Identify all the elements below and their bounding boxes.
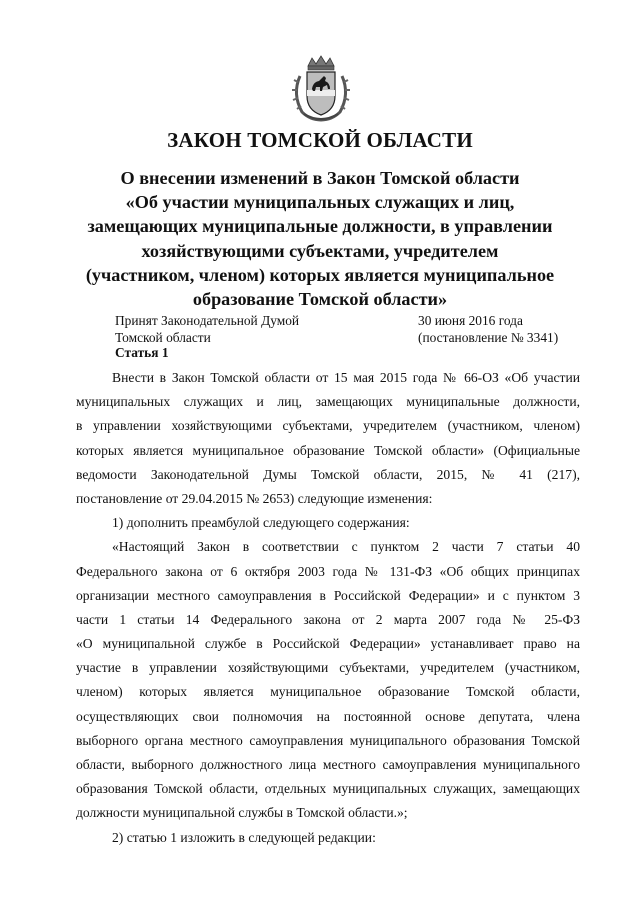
adoption-resolution-line: (постановление № 3341): [418, 330, 559, 345]
body-line: членом) которых является муниципальное образование Томской области,: [76, 684, 580, 700]
subtitle-line: замещающих муниципальные должности, в управлении: [87, 216, 553, 237]
subtitle-line: О внесении изменений в Закон Томской области: [120, 168, 520, 188]
body-line: организации местного самоуправления в Российской Федерации» и с пунктом 3: [76, 587, 580, 603]
body-line: образования Томской области, отдельных муниципальных служащих, замещающих: [76, 781, 580, 797]
adoption-date: [418, 312, 558, 346]
body-line: должности муниципальной службы в Томской области.»;: [76, 805, 408, 821]
body-line: в управлении хозяйствующими субъектами, учредителем (участником, членом): [76, 418, 580, 434]
article-body: [76, 366, 580, 850]
body-line: Внести в Закон Томской области от 15 мая 2015 года № 66-ОЗ «Об участии: [112, 370, 580, 385]
body-line: области, выборного должностного лица местного самоуправления муниципального: [76, 757, 580, 772]
body-line: «Настоящий Закон в соответствии с пунктом 2 части 7 статьи 40: [112, 539, 580, 555]
body-line: 1) дополнить преамбулой следующего содержания:: [112, 515, 410, 531]
body-line: выборного органа местного самоуправления муниципального образования Томской: [76, 732, 580, 748]
adopted-by: [115, 312, 299, 346]
law-title: ЗАКОН ТОМСКОЙ ОБЛАСТИ: [167, 128, 473, 152]
law-subtitle: [60, 166, 580, 311]
body-line: постановление от 29.04.2015 № 2653) следующие изменения:: [76, 490, 433, 506]
adopted-by-line: Томской области: [115, 330, 211, 345]
tomsk-coat-of-arms-icon: [290, 54, 352, 122]
body-line: Федерального закона от 6 октября 2003 года № 131-ФЗ «Об общих принципах: [76, 563, 580, 579]
adoption-date-line: 30 июня 2016 года: [418, 313, 523, 328]
body-line: муниципальных служащих и лиц, замещающих муниципальные должности,: [76, 394, 580, 410]
adopted-by-line: Принят Законодательной Думой: [115, 313, 300, 328]
subtitle-line: (участником, членом) которых является муниципальное: [85, 264, 555, 285]
body-line: ведомости Законодательной Думы Томской области, 2015, № 41 (217),: [76, 466, 580, 482]
body-line: осуществляющих свои полномочия на постоянной основе депутата, члена: [76, 708, 580, 724]
body-line: 2) статью 1 изложить в следующей редакции:: [112, 829, 376, 845]
body-line: части 1 статьи 14 Федерального закона от 2 марта 2007 года № 25-ФЗ: [76, 611, 580, 627]
body-line: «О муниципальной службе в Российской Федерации» устанавливает право на: [76, 636, 580, 652]
subtitle-line: «Об участии муниципальных служащих и лиц,: [125, 192, 515, 213]
subtitle-line: образование Томской области»: [192, 289, 448, 310]
article-heading: Статья 1: [115, 345, 169, 360]
body-line: участие в управлении хозяйствующими субъектами, учредителем (участником,: [76, 660, 580, 676]
subtitle-line: хозяйствующими субъектами, учредителем: [141, 240, 499, 261]
body-line: которых является муниципальное образование Томской области» (Официальные: [76, 442, 580, 458]
